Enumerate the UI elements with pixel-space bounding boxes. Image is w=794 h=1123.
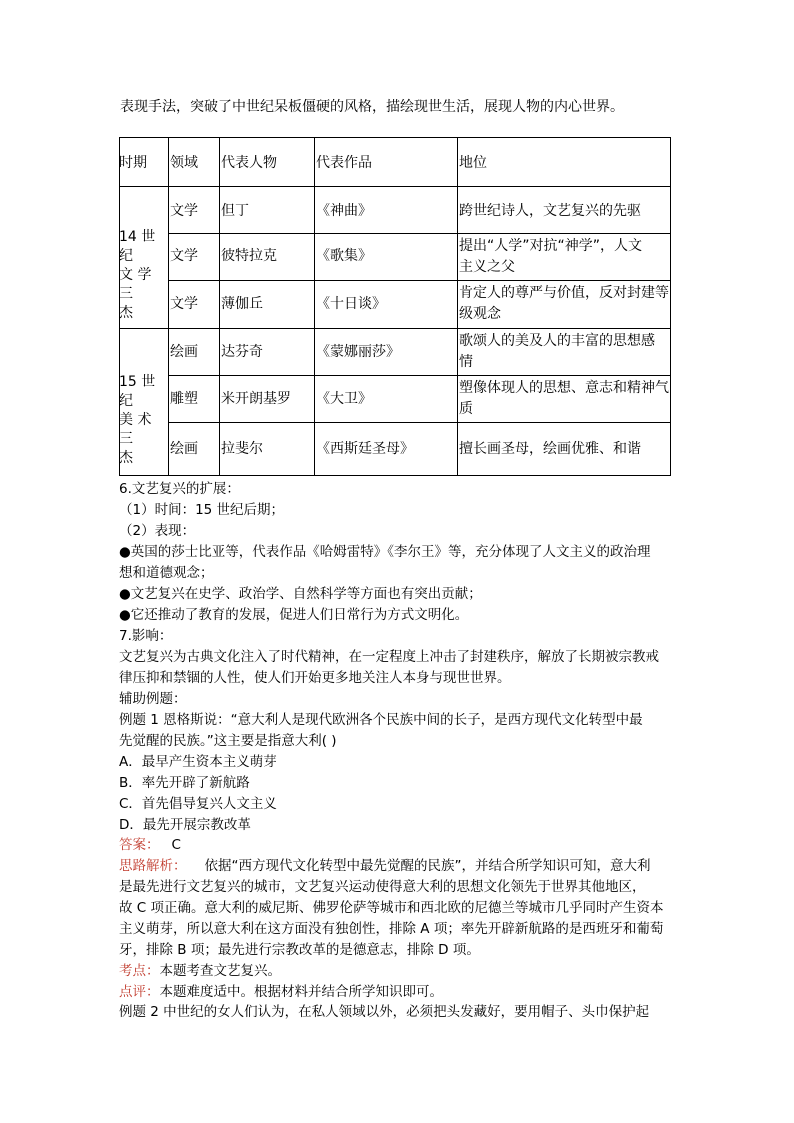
status-line: 提出“人学”对抗“神学”，人文: [459, 238, 643, 254]
table-border: [314, 137, 315, 476]
field-cell: 文学: [170, 203, 198, 219]
status-line: 歌颂人的美及人的丰富的思想感: [459, 333, 655, 349]
bullet-fields: ●文艺复兴在史学、政治学、自然科学等方面也有突出贡献；: [119, 586, 482, 602]
table-border: [119, 137, 671, 138]
analysis-line-2: 是最先进行文艺复兴的城市，文艺复兴运动使得意大利的思想文化领先于世界其他地区，: [119, 879, 646, 895]
status-line: 情: [459, 354, 473, 370]
bullet-education: ●它还推动了教育的发展，促进人们日常行为方式文明化。: [119, 607, 469, 623]
table-border: [168, 422, 671, 423]
answer-value: C: [171, 837, 181, 853]
analysis-line-5: 牙，排除 B 项；最先进行宗教改革的是德意志，排除 D 项。: [119, 942, 480, 958]
option-d: D．最先开展宗教改革: [119, 817, 251, 833]
analysis-line-3: 故 C 项正确。意大利的威尼斯、佛罗伦萨等城市和西北欧的尼德兰等城市几乎同时产生资本: [119, 900, 664, 916]
person-cell: 彼特拉克: [221, 248, 277, 264]
status-cell: 跨世纪诗人，文艺复兴的先驱: [459, 203, 641, 219]
point-line: [119, 962, 281, 980]
person-cell: 拉斐尔: [221, 441, 263, 457]
period-line: 美 术 三: [119, 412, 152, 447]
section-6-performance: （2）表现：: [119, 523, 196, 539]
status-cell: 擅长画圣母，绘画优雅、和谐: [459, 441, 641, 457]
point-label: 考点：: [119, 963, 160, 979]
example-1-question-cont: 先觉醒的民族。”这主要是指意大利( ): [119, 733, 337, 749]
status-line: 塑像体现人的思想、意志和精神气: [459, 380, 669, 396]
option-b: B．率先开辟了新航路: [119, 775, 250, 791]
aux-examples-title: 辅助例题：: [119, 691, 187, 707]
comment-line: [119, 983, 443, 1001]
answer-label: 答案：: [119, 837, 160, 853]
renaissance-table: [119, 137, 671, 476]
header-cell: 时期: [119, 155, 147, 171]
period-line: 15 世纪: [119, 374, 156, 409]
header-cell: 代表人物: [221, 155, 277, 171]
status-line: 级观念: [459, 306, 501, 322]
table-border: [670, 137, 671, 476]
work-cell: 《蒙娜丽莎》: [316, 344, 400, 360]
person-cell: 米开朗基罗: [221, 391, 291, 407]
option-a: A．最早产生资本主义萌芽: [119, 754, 277, 770]
period-line: 文 学 三: [119, 267, 152, 302]
work-cell: 《歌集》: [316, 248, 372, 264]
analysis-label: 思路解析：: [119, 858, 187, 874]
table-border: [119, 475, 671, 476]
option-c: C．首先倡导复兴人文主义: [119, 796, 277, 812]
table-border: [168, 280, 671, 281]
section-7-title: 7.影响：: [119, 628, 173, 644]
answer-line: [119, 836, 181, 854]
status-cell: [459, 283, 669, 325]
analysis-text: 依据“西方现代文化转型中最先觉醒的民族”，并结合所学知识可知，意大利: [204, 858, 651, 874]
status-line: 肯定人的尊严与价值，反对封建等: [459, 285, 669, 301]
example-1-question: 例题 1 恩格斯说：“意大利人是现代欧洲各个民族中间的长子，是西方现代文化转型中最: [119, 712, 643, 728]
analysis-line-1: [119, 857, 651, 875]
period-line: 杰: [119, 450, 133, 466]
table-border: [168, 375, 671, 376]
section-6-title: 6.文艺复兴的扩展：: [119, 481, 240, 497]
table-border: [168, 137, 169, 476]
comment-text: 本题难度适中。根据材料并结合所学知识即可。: [159, 984, 443, 1000]
table-border: [168, 233, 671, 234]
table-border: [219, 137, 220, 476]
section-7-text-cont: 律压抑和禁锢的人性，使人们开始更多地关注人本身与现世世界。: [119, 670, 511, 686]
work-cell: 《西斯廷圣母》: [316, 441, 414, 457]
status-cell: [459, 378, 669, 420]
table-border: [457, 137, 458, 476]
analysis-line-4: 主义萌芽，所以意大利在这方面没有独创性，排除 A 项；率先开辟新航路的是西班牙和葡萄: [119, 921, 664, 937]
status-cell: [459, 236, 642, 278]
header-cell: 代表作品: [316, 155, 372, 171]
period-line: 14 世纪: [119, 229, 156, 264]
intro-line: 表现手法，突破了中世纪呆板僵硬的风格，描绘现世生活，展现人物的内心世界。: [120, 99, 624, 115]
table-border: [119, 186, 671, 187]
header-cell: 领域: [170, 155, 198, 171]
bullet-shakespeare-cont: 想和道德观念；: [119, 565, 214, 581]
field-cell: 绘画: [170, 441, 198, 457]
comment-label: 点评：: [119, 984, 160, 1000]
bullet-shakespeare: ●英国的莎士比亚等，代表作品《哈姆雷特》《李尔王》等，充分体现了人文主义的政治理: [119, 544, 651, 560]
field-cell: 文学: [170, 296, 198, 312]
field-cell: 雕塑: [170, 391, 198, 407]
status-cell: [459, 331, 655, 373]
example-2-question: 例题 2 中世纪的女人们认为，在私人领域以外，必须把头发藏好，要用帽子、头巾保护起: [119, 1004, 650, 1020]
work-cell: 《神曲》: [316, 203, 372, 219]
person-cell: 但丁: [221, 203, 249, 219]
work-cell: 《大卫》: [316, 391, 372, 407]
work-cell: 《十日谈》: [316, 296, 386, 312]
section-6-time: （1）时间：15 世纪后期；: [119, 502, 285, 518]
status-line: 质: [459, 401, 473, 417]
status-line: 主义之父: [459, 259, 515, 275]
person-cell: 薄伽丘: [221, 296, 263, 312]
table-border: [119, 328, 671, 329]
period-line: 杰: [119, 305, 133, 321]
period-cell: [119, 228, 167, 323]
header-cell: 地位: [459, 155, 487, 171]
field-cell: 文学: [170, 248, 198, 264]
point-text: 本题考查文艺复兴。: [159, 963, 281, 979]
period-cell: [119, 373, 167, 468]
section-7-text: 文艺复兴为古典文化注入了时代精神，在一定程度上冲击了封建秩序，解放了长期被宗教戒: [119, 649, 659, 665]
field-cell: 绘画: [170, 344, 198, 360]
person-cell: 达芬奇: [221, 344, 263, 360]
